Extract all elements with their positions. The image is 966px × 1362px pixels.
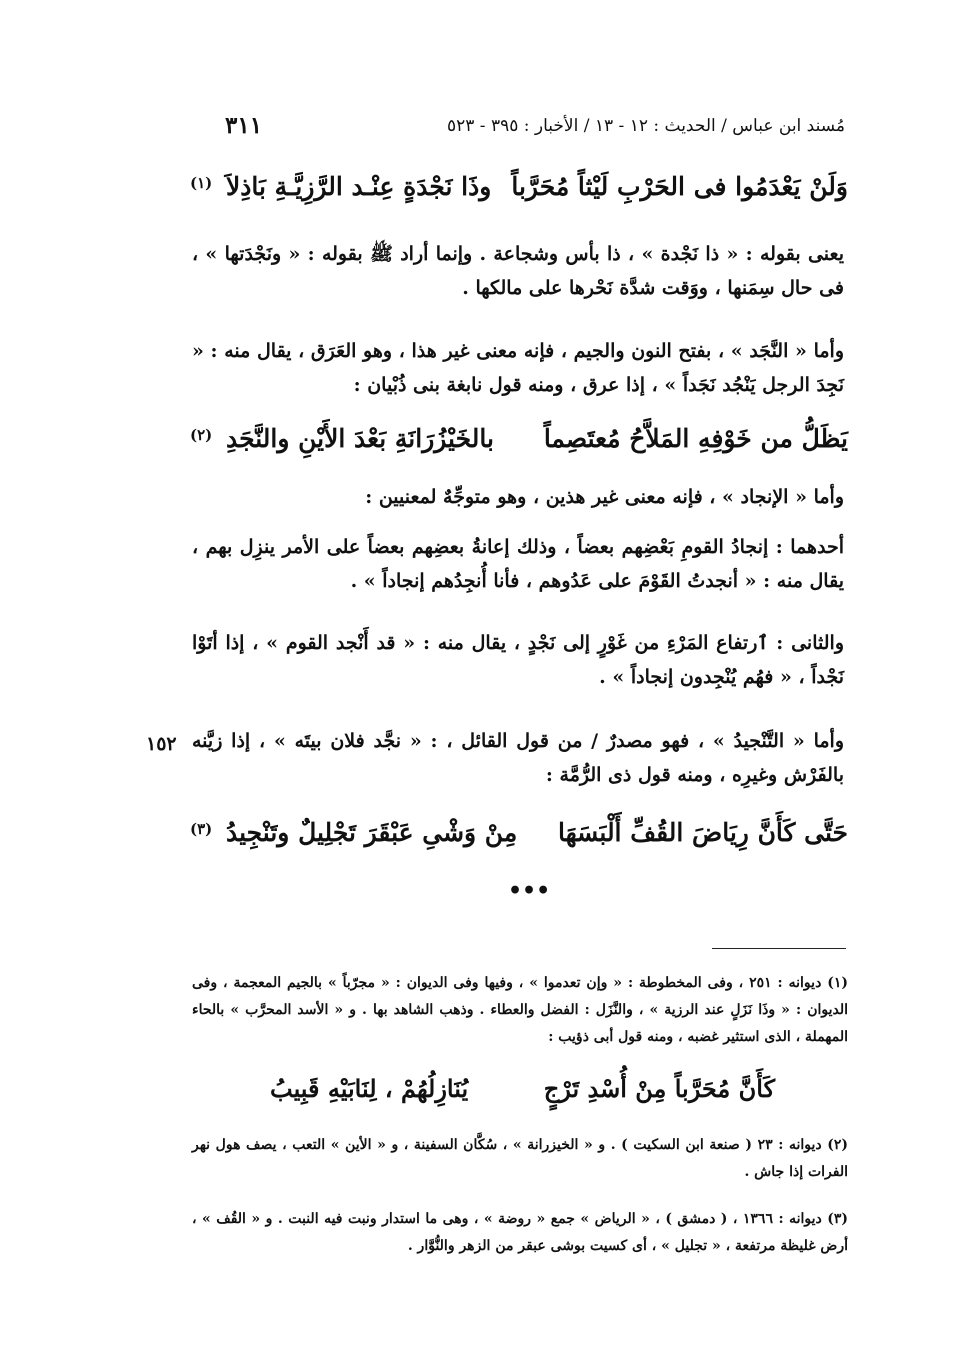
verse-second-hemistich: يُنَازِلُهُمْ ، لِنَابَيْهِ قَبِيبُ bbox=[270, 1074, 469, 1103]
paragraph: يعنى بقوله : « ذا نَجْدة » ، ذا بأس وشجاعة . وإنما أراد ﷺ بقوله : « ونَجْدَتها » ، فى حال سِمَنها ، ووَقت شدَّة نَحْرها على مالكها . bbox=[192, 243, 844, 299]
paragraph: وأما « الإنجاد » ، فإنه معنى غير هذين ، وهو متوجِّهٌ لمعنيين : bbox=[365, 486, 844, 508]
verse-first-hemistich: وَلَنْ يَعْدَمُوا فى الحَرْبِ لَيْثاً مُحَرَّباً bbox=[511, 172, 848, 201]
verse-first-hemistich: كَأَنَّ مُحَرَّباً مِنْ أُسْدِ تَرْجٍ bbox=[543, 1074, 775, 1103]
paragraph: والثانى : ٱرتفاع المَرْءِ من غَوْرٍ إلى نَجْدٍ ، يقال منه : « قد أَنْجد القوم » ، إذا أتَوْا نَجْداً ، « فهُم يُنْجِدون إنجاداً » . bbox=[192, 632, 844, 688]
section-ellipsis: ••• bbox=[508, 878, 551, 904]
verse-second-hemistich: بالخَيْزُرَانَةِ بَعْدَ الأَيْنِ والنَّجَدِ bbox=[226, 424, 494, 453]
footnote-marker: (٣) bbox=[190, 820, 213, 838]
paragraph: أحدهما : إنجادُ القومِ بَعْضِهم بعضاً ، وذلك إعانةُ بعضِهم بعضاً على الأمر ينزِل بهم ، يقال منه : « أنجدتُ القَوْمَ على عَدُوهم ، فأنا أُنجِدُهم إنجاداً » . bbox=[192, 536, 844, 592]
verse-second-hemistich: وذَا نَجْدَةٍ عِنْـد الرَّزِيَّـةِ بَاذِلاَ bbox=[226, 172, 492, 201]
page-header bbox=[175, 112, 845, 148]
poem-verse-2 bbox=[190, 424, 848, 468]
page-number: ٣١١ bbox=[225, 112, 263, 139]
margin-page-number: ١٥٢ bbox=[146, 733, 177, 755]
verse-first-hemistich: حَتَّى كَأَنَّ رِيَاضَ القُفِّ أَلْبَسَهَا bbox=[557, 818, 848, 847]
running-title: مُسند ابن عباس / الحديث : ١٢ - ١٣ / الأخبار : ٣٩٥ - ٥٢٣ bbox=[446, 116, 845, 136]
verse-first-hemistich: يَظَلُّ من خَوْفِهِ المَلاَّحُ مُعتَصِماً bbox=[543, 424, 848, 453]
footnote-marker: (٢) bbox=[190, 426, 213, 444]
footnote-3: (٣) ديوانه : ١٣٦٦ ، ( دمشق ) ، « الرياض » جمع « روضة » ، وهى ما استدار ونبت فيه النبت . و « القُف » ، أرض غليظة مرتفعة ، « تجليل » ، أى كسيت بوشى عبقر من الزهر والنُّوَّار . bbox=[192, 1211, 848, 1254]
footnote-2: (٢) ديوانه : ٢٣ ( صنعة ابن السكيت ) . و « الخيزرانة » ، سُكَّان السفينة ، و « الأين » التعب ، يصف هول نهر الفرات إذا جاش . bbox=[192, 1137, 848, 1180]
poem-verse-3 bbox=[190, 818, 848, 862]
paragraph: وأما « النَّجَد » ، بفتح النون والجيم ، فإنه معنى غير هذا ، وهو العَرَق ، يقال منه : « نَجِدَ الرجل يَنْجُد نَجَداً » ، إذا عرق ، ومنه قول نابغة بنى ذُبْيان : bbox=[192, 340, 844, 396]
footnote-divider bbox=[712, 948, 846, 949]
footnote-verse bbox=[270, 1074, 775, 1114]
verse-second-hemistich: مِنْ وَشْىِ عَبْقَرَ تَجْلِيلٌ وتَنْجِيدُ bbox=[226, 818, 518, 847]
footnote-1: (١) ديوانه : ٢٥١ ، وفى المخطوطة : « وإن تعدموا » ، وفيها وفى الديوان : « مجرّباً » بالجيم المعجمة ، وفى الديوان : « وذَا نَزَلٍ عند الرزية » ، والنَّزَل : الفضل والعطاء . وذهب الشاهد بها . و « الأسد المحرَّب » بالحاء المهملة ، الذى استثير غضبه ، ومنه قول أبى ذؤيب : bbox=[192, 975, 848, 1045]
footnote-marker: (١) bbox=[190, 174, 213, 192]
poem-verse-1 bbox=[190, 172, 848, 216]
paragraph: وأما « التَّنْجيدُ » ، فهو مصدرٌ / من قول القائل ، : « نجَّد فلان بيتَه » ، إذا زيَّنه بالفَرْش وغيرِه ، ومنه قول ذى الرُّمَّة : bbox=[192, 730, 844, 786]
